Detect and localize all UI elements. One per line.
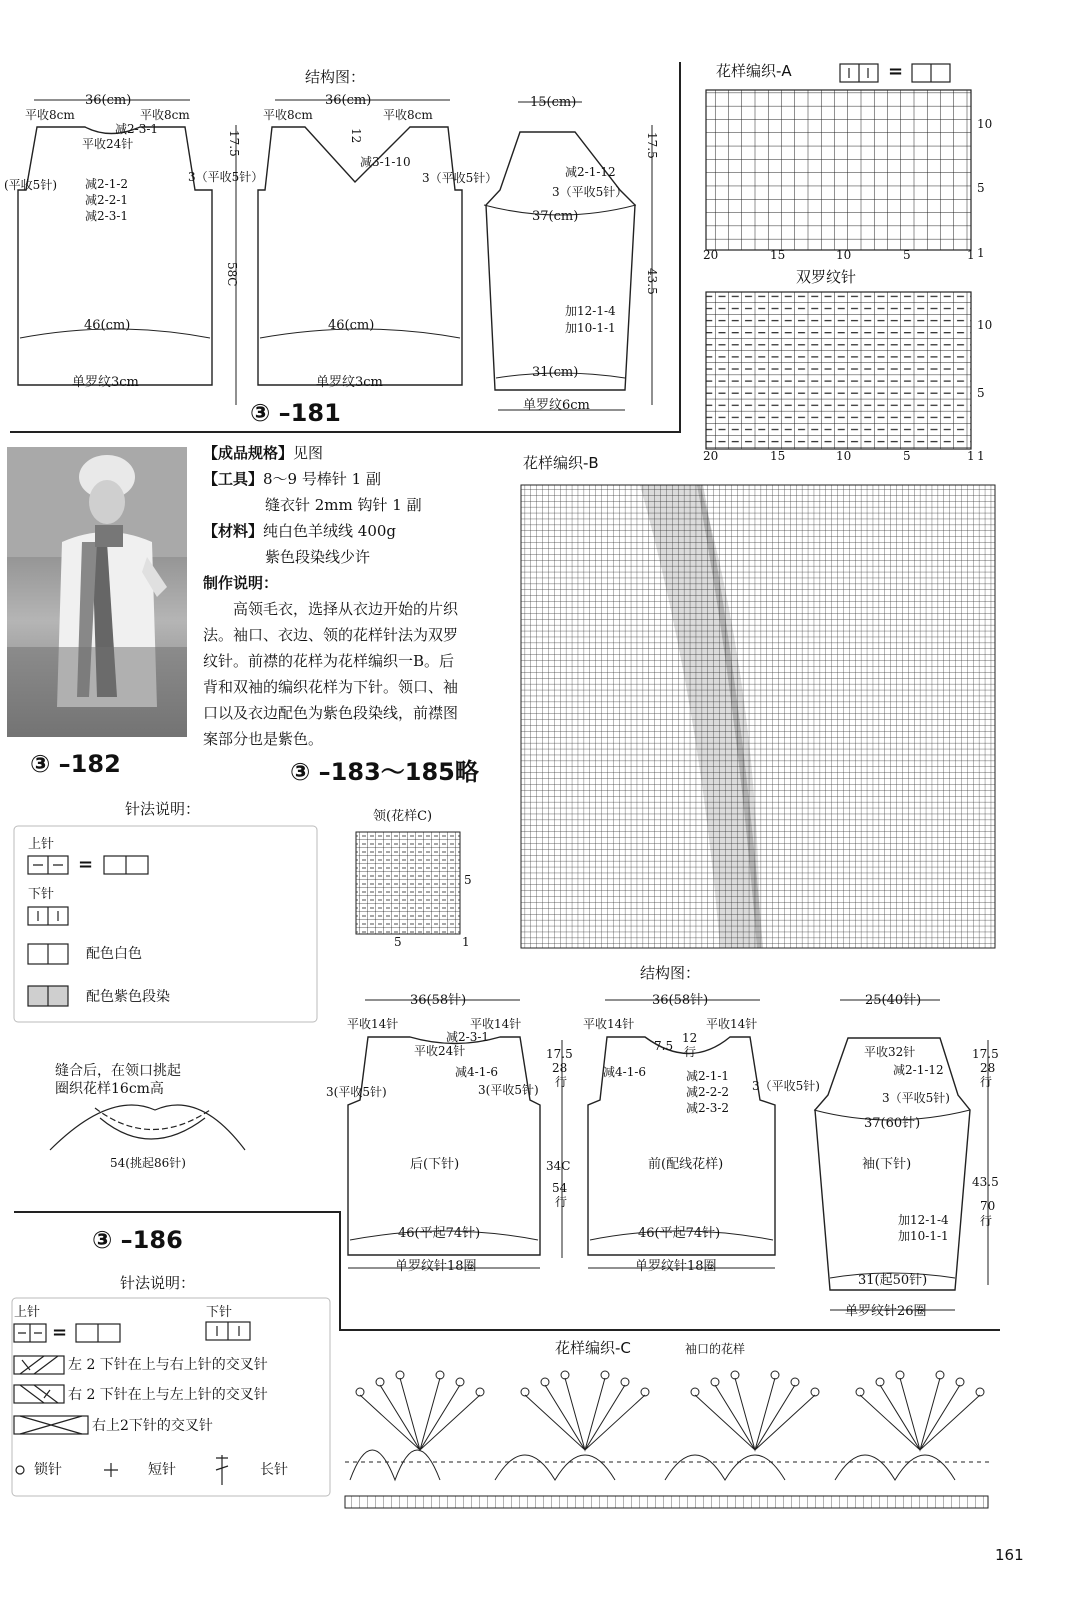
- collar-note-pick: 54(挑起86针): [110, 1156, 186, 1170]
- s186-back-sh-left: 平收14针: [347, 1017, 399, 1031]
- collar-c-title: 领(花样C): [373, 809, 433, 824]
- s181-back-neck-dec: 减2-3-1: [115, 122, 159, 136]
- s186-label: ③ –186: [92, 1226, 183, 1254]
- s186-back-arm-left: 3(平收5针): [326, 1085, 387, 1099]
- s186-back-width: 36(58针): [410, 993, 467, 1008]
- s186-sleeve-inc2: 加10-1-1: [898, 1229, 949, 1243]
- s186-h5: 54: [552, 1181, 568, 1195]
- s186-sleeve-top: 25(40针): [865, 993, 922, 1008]
- s186-h2: 28: [552, 1061, 568, 1075]
- material-2: 紫色段染线少许: [265, 548, 371, 566]
- s186-back-neck-dec: 减2-3-1: [446, 1030, 490, 1044]
- s181-back-shoulder-left: 平收8cm: [25, 108, 75, 122]
- legend-186-dc: 长针: [260, 1462, 288, 1478]
- s186-back-bottom: 46(平起74针): [398, 1226, 481, 1241]
- s181-back-dec1: 减2-1-2: [85, 177, 129, 191]
- s186-sleeve-h3: 行: [980, 1075, 993, 1089]
- collar-c-row: 5: [464, 873, 472, 887]
- pattern-a-col-15: 15: [770, 248, 786, 262]
- s181-sleeve-inc2: 加10-1-1: [565, 321, 616, 335]
- tool-2: 缝衣针 2mm 钩针 1 副: [265, 496, 422, 514]
- double-rib-row-10: 10: [977, 318, 993, 332]
- double-rib-grid: [706, 292, 971, 449]
- s186-front-width: 36(58针): [652, 993, 709, 1008]
- pattern-a-row-10: 10: [977, 117, 993, 131]
- s183-185-label: ③ –183～185略: [290, 758, 479, 786]
- s181-front-neck-depth: 12: [349, 128, 363, 144]
- s181-back-dec3: 减2-3-1: [85, 209, 129, 223]
- legend-182-symbols: [28, 856, 148, 1006]
- pattern-a-row-5: 5: [977, 181, 985, 195]
- legend-182-title: 针法说明：: [125, 800, 201, 818]
- legend-186-title: 针法说明：: [120, 1274, 196, 1292]
- s181-front-shoulder-left: 平收8cm: [263, 108, 313, 122]
- s186-sleeve-width: 37(60针): [864, 1116, 921, 1131]
- pattern-a-col-1: 1: [967, 248, 975, 262]
- s181-sleeve-cuff: 31(cm): [532, 365, 579, 380]
- howto-line: 高领毛衣，选择从衣边开始的片织: [203, 600, 459, 618]
- pattern-a-col-5: 5: [903, 248, 911, 262]
- s181-sleeve-inc1: 加12-1-4: [565, 304, 616, 318]
- s186-sleeve-h6: 行: [980, 1214, 993, 1228]
- material-label: 【材料】: [203, 522, 264, 540]
- pattern-a-eq: =: [888, 61, 904, 82]
- s186-sleeve-name: 袖(下针): [862, 1157, 912, 1172]
- s181-front-rib: 单罗纹3cm: [316, 375, 383, 390]
- page-number: 161: [995, 1546, 1024, 1564]
- s186-front-bottom: 46(平起74针): [638, 1226, 721, 1241]
- legend-186-up: 上针: [14, 1305, 41, 1320]
- s181-title: 结构图：: [305, 68, 366, 86]
- s186-sleeve-h1: 17.5: [972, 1047, 999, 1061]
- s181-front-arm-right: 3（平收5针）: [422, 171, 498, 185]
- s186-front-d2: 减2-2-2: [686, 1085, 730, 1099]
- crochet-fans: [345, 1378, 990, 1480]
- s186-h3: 行: [555, 1075, 568, 1089]
- double-rib-title: 双罗纹针: [796, 268, 857, 286]
- s186-h1: 17.5: [546, 1047, 573, 1061]
- s186-front-arm: 3（平收5针): [752, 1079, 820, 1093]
- howto-line: 案部分也是紫色。: [203, 730, 324, 748]
- s181-front-h-top: 17.5: [227, 130, 241, 157]
- s181-sleeve-top: 15(cm): [530, 95, 577, 110]
- s181-back-arm: (平收5针): [4, 178, 57, 192]
- s181-sleeve-rib: 单罗纹6cm: [523, 398, 590, 413]
- pattern-a-title: 花样编织-A: [716, 62, 792, 80]
- collar-c-col: 5: [394, 935, 402, 949]
- s186-h4: 34C: [546, 1159, 571, 1173]
- s181-label: ③ –181: [250, 399, 341, 427]
- material-1: 纯白色羊绒线 400g: [263, 522, 397, 540]
- s181-front-neck-dec: 减3-1-10: [360, 155, 411, 169]
- s181-front-outline: [236, 100, 462, 405]
- s181-back-rib: 单罗纹3cm: [72, 375, 139, 390]
- s186-front-dec: 减4-1-6: [603, 1065, 647, 1079]
- legend-186-eq: =: [52, 1322, 68, 1343]
- s181-front-h-body: 58C: [225, 262, 239, 287]
- s186-front-d3: 减2-3-2: [686, 1101, 730, 1115]
- tool-label: 【工具】: [203, 470, 264, 488]
- s186-front-rib: 单罗纹针18圈: [635, 1259, 717, 1274]
- s181-front-arm-left: 3（平收5针）: [188, 170, 264, 184]
- legend-186-cross-1: 左 2 下针在上与右上针的交叉针: [68, 1357, 268, 1373]
- legend-182-white: 配色白色: [86, 946, 142, 962]
- howto-line: 纹针。前襟的花样为花样编织一B。后: [203, 652, 455, 670]
- crochet-dots: [356, 1371, 984, 1396]
- legend-186-cross-3: 右上2下针的交叉针: [92, 1418, 213, 1434]
- collar-arc: [50, 1105, 245, 1150]
- howto-line: 背和双袖的编织花样为下针。领口、袖: [203, 678, 459, 696]
- s186-front-sh-right: 平收14针: [706, 1017, 758, 1031]
- s186-sleeve-arm: 3（平收5针): [882, 1091, 950, 1105]
- legend-186-sc: 短针: [148, 1462, 176, 1478]
- s186-front-depth: 7.5: [654, 1039, 674, 1053]
- crochet-pattern-c: [345, 1371, 990, 1508]
- pattern-a-col-10: 10: [836, 248, 852, 262]
- legend-182-purple: 配色紫色段染: [86, 989, 170, 1005]
- double-rib-col-15: 15: [770, 449, 786, 463]
- collar-c-one: 1: [462, 935, 470, 949]
- s181-back-neck: 平收24针: [82, 137, 134, 151]
- pattern-c-sub: 袖口的花样: [685, 1342, 746, 1356]
- howto-line: 法。袖口、衣边、领的花样针法为双罗: [203, 626, 459, 644]
- s186-sleeve-h2: 28: [980, 1061, 996, 1075]
- s186-sleeve-dec: 减2-1-12: [893, 1063, 944, 1077]
- s182-label: ③ –182: [30, 750, 121, 778]
- s186-sleeve-cuff: 31(起50针): [858, 1273, 928, 1288]
- double-rib-col-10: 10: [836, 449, 852, 463]
- s186-back-neck: 平收24针: [414, 1044, 466, 1058]
- s186-front-depth-r: 行: [684, 1045, 697, 1059]
- collar-note-2: 圈织花样16cm高: [55, 1081, 164, 1097]
- s181-front-shoulder-right: 平收8cm: [383, 108, 433, 122]
- s181-sleeve-h-top: 17.5: [645, 132, 659, 159]
- s181-sleeve-h-body: 43.5: [645, 268, 659, 295]
- s186-front-name: 前(配线花样): [648, 1157, 724, 1172]
- model-photo: [7, 447, 187, 737]
- collar-note-1: 缝合后，在领口挑起: [55, 1063, 181, 1079]
- s182-info: [203, 440, 513, 752]
- s186-back-dec: 减4-1-6: [455, 1065, 499, 1079]
- s186-back-arm-right: 3(平收5针): [478, 1083, 539, 1097]
- s186-front-d1: 减2-1-1: [686, 1069, 730, 1083]
- double-rib-col-5: 5: [903, 449, 911, 463]
- howto-title: 制作说明：: [203, 574, 279, 592]
- s186-back-rib: 单罗纹针18圈: [395, 1259, 477, 1274]
- s181-sleeve-width: 37(cm): [532, 209, 579, 224]
- legend-186-down: 下针: [206, 1305, 233, 1320]
- s186-sleeve-cap: 平收32针: [864, 1045, 916, 1059]
- s186-sleeve-h5: 70: [980, 1199, 996, 1213]
- s181-back-dec2: 减2-2-1: [85, 193, 129, 207]
- s181-front-bottom: 46(cm): [328, 318, 375, 333]
- double-rib-col-1: 1: [967, 449, 975, 463]
- s181-sleeve-arm: 3（平收5针）: [552, 185, 628, 199]
- pattern-c-title: 花样编织-C: [555, 1339, 631, 1357]
- s186-sleeve-h4: 43.5: [972, 1175, 999, 1189]
- howto-line: 口以及衣边配色为紫色段染线，前襟图: [203, 704, 459, 722]
- tool-1: 8～9 号棒针 1 副: [263, 470, 381, 488]
- s186-sleeve-rib: 单罗纹针26圈: [845, 1304, 927, 1319]
- s181-back-width: 36(cm): [85, 93, 132, 108]
- s186-title: 结构图：: [640, 964, 701, 982]
- double-rib-row-5: 5: [977, 386, 985, 400]
- s181-sleeve-dec: 减2-1-12: [565, 165, 616, 179]
- legend-186-chain: 锁针: [34, 1462, 62, 1478]
- s181-back-shoulder-right: 平收8cm: [140, 108, 190, 122]
- double-rib-row-1: 1: [977, 449, 985, 463]
- s186-back-sh-right: 平收14针: [470, 1017, 522, 1031]
- s186-back-name: 后(下针): [410, 1157, 460, 1172]
- s181-back-bottom: 46(cm): [84, 318, 131, 333]
- pattern-a-row-1: 1: [977, 246, 985, 260]
- double-rib-col-20: 20: [703, 449, 719, 463]
- s181-sleeve-outline: [484, 102, 652, 413]
- legend-186-cross-2: 右 2 下针在上与左上针的交叉针: [68, 1387, 268, 1403]
- s186-sleeve-inc1: 加12-1-4: [898, 1213, 949, 1227]
- s181-front-width: 36(cm): [325, 93, 372, 108]
- s186-h6: 行: [555, 1195, 568, 1209]
- s186-front-depth-n: 12: [682, 1031, 698, 1045]
- legend-182-up-label: 上针: [28, 837, 55, 852]
- pattern-a-grid: [706, 90, 971, 250]
- legend-182-eq: =: [78, 854, 94, 875]
- legend-182-down-label: 下针: [28, 887, 55, 902]
- pattern-b-title: 花样编织-B: [523, 454, 599, 472]
- s186-front-sh-left: 平收14针: [583, 1017, 635, 1031]
- pattern-a-col-20: 20: [703, 248, 719, 262]
- spec-label: 【成品规格】: [203, 444, 294, 462]
- collar-c-grid: [356, 832, 460, 934]
- spec-value: 见图: [293, 444, 324, 462]
